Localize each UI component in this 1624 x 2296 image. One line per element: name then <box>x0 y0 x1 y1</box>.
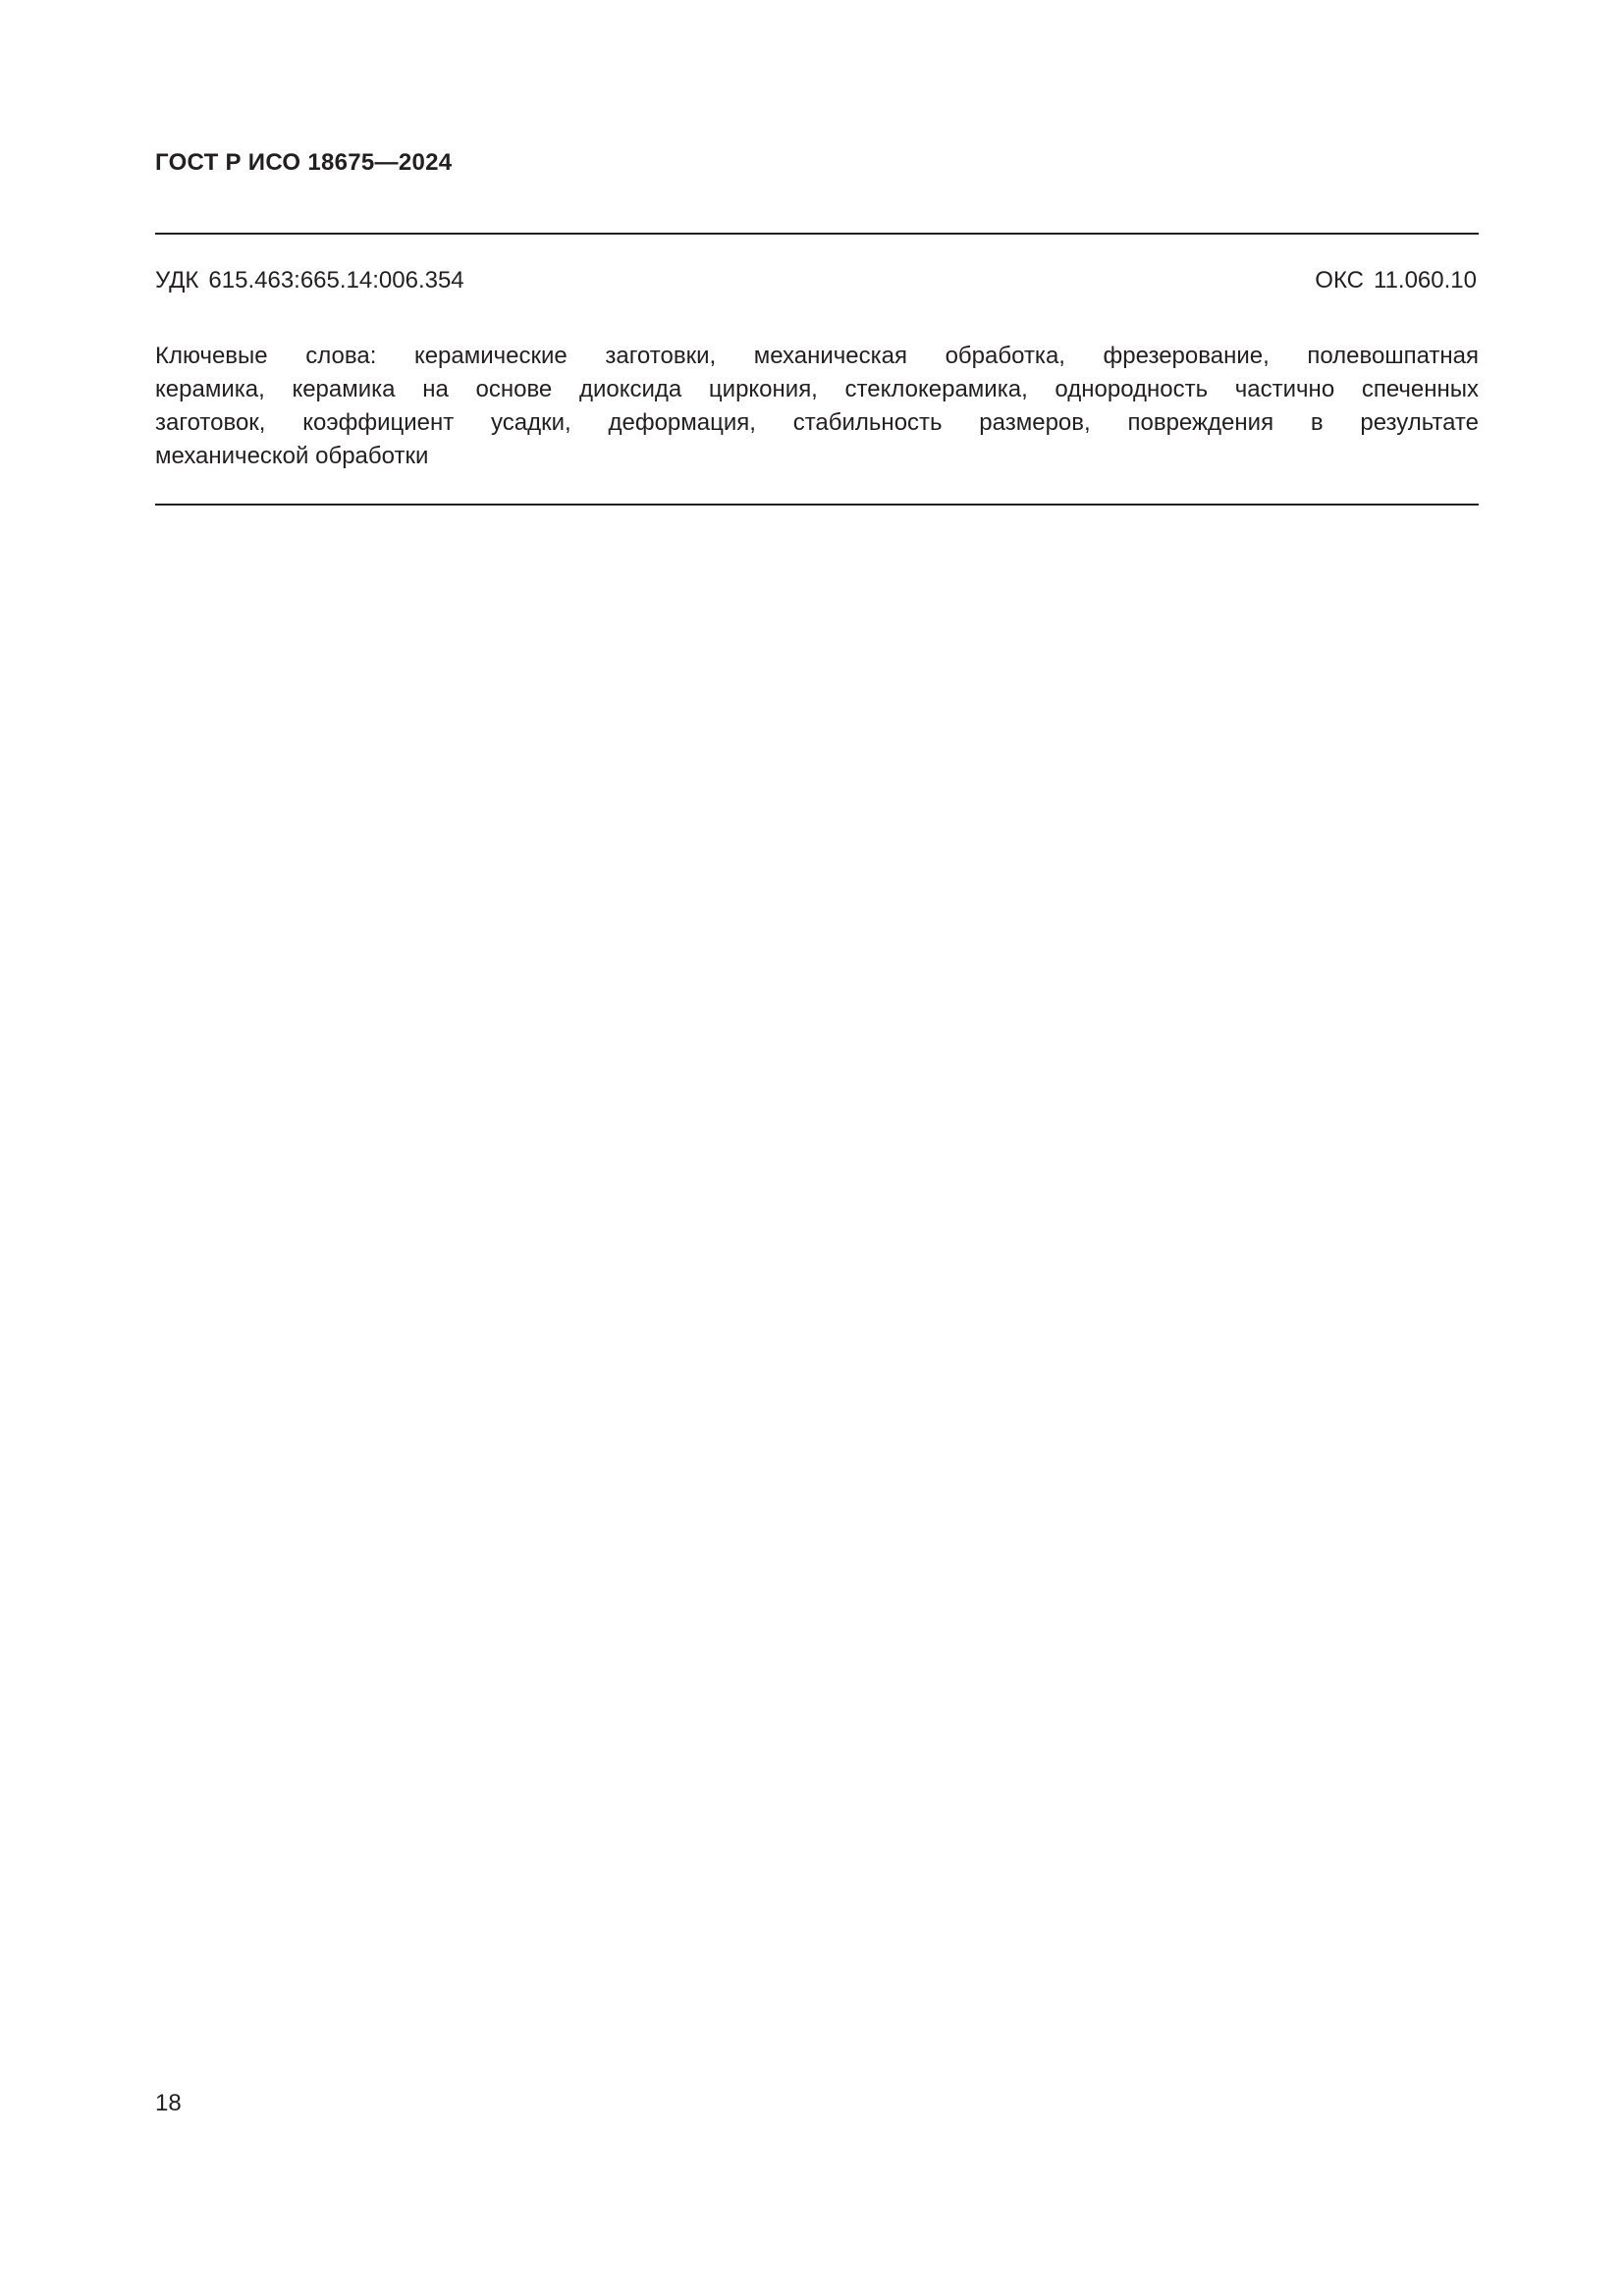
udk-block <box>155 267 464 294</box>
document-code: ГОСТ Р ИСО 18675—2024 <box>155 149 453 176</box>
keywords-line: керамика, керамика на основе диоксида циркония, стеклокерамика, однородность частично спеченных <box>155 376 1479 402</box>
oks-block <box>1315 267 1477 294</box>
oks-label: ОКС <box>1315 267 1364 294</box>
udk-value: 615.463:665.14:006.354 <box>208 267 464 294</box>
keywords-line: Ключевые слова: керамические заготовки, механическая обработка, фрезерование, полевошпатная <box>155 343 1479 369</box>
udk-label: УДК <box>155 267 199 294</box>
top-rule <box>155 233 1479 235</box>
page-number: 18 <box>155 2090 182 2116</box>
bottom-rule <box>155 504 1479 506</box>
classification-row <box>155 267 1477 294</box>
keywords-paragraph <box>155 340 1479 473</box>
keywords-line: заготовок, коэффициент усадки, деформация, стабильность размеров, повреждения в результате <box>155 409 1479 436</box>
keywords-line: механической обработки <box>155 443 429 469</box>
oks-value: 11.060.10 <box>1374 267 1477 294</box>
